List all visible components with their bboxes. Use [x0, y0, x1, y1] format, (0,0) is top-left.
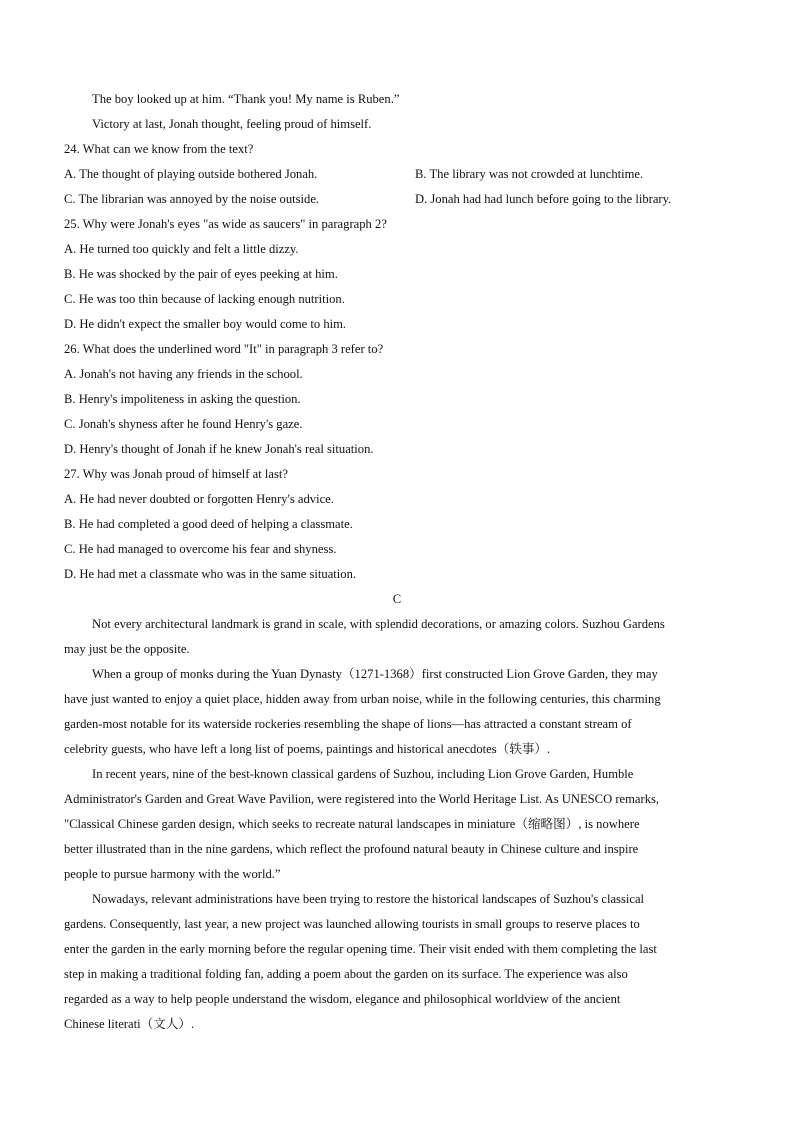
paragraph-line: Not every architectural landmark is grand in scale, with splendid decorations, or amazing colors. Suzhou Gardens	[92, 617, 665, 631]
paragraph-line: celebrity guests, who have left a long list of poems, paintings and historical anecdotes（轶事）.	[64, 742, 551, 756]
paragraph-line: may just be the opposite.	[64, 642, 190, 656]
paragraph-line: Administrator's Garden and Great Wave Pavilion, were registered into the World Heritage List. As UNESCO remarks,	[64, 792, 660, 806]
question-24-option-a: A. The thought of playing outside bothered Jonah.	[64, 167, 318, 181]
paragraph-line: Chinese literati（文人）.	[64, 1017, 195, 1031]
paragraph-line: regarded as a way to help people understand the wisdom, elegance and philosophical worldview of the ancient	[64, 992, 621, 1006]
question-27-option-c: C. He had managed to overcome his fear and shyness.	[64, 542, 337, 556]
paragraph-line: better illustrated than in the nine gardens, which reflect the profound natural beauty in Chinese culture and inspire	[64, 842, 639, 856]
question-25-stem: 25. Why were Jonah's eyes "as wide as saucers" in paragraph 2?	[64, 217, 387, 231]
paragraph-line: have just wanted to enjoy a quiet place, hidden away from urban noise, while in the following centuries, this charming	[64, 692, 661, 706]
paragraph-line: Nowadays, relevant administrations have been trying to restore the historical landscapes of Suzhou's classical	[92, 892, 645, 906]
question-27-option-b: B. He had completed a good deed of helping a classmate.	[64, 517, 353, 531]
paragraph-line: people to pursue harmony with the world.”	[64, 867, 281, 881]
paragraph-line: In recent years, nine of the best-known classical gardens of Suzhou, including Lion Grove Garden, Humble	[92, 767, 634, 781]
paragraph-line: gardens. Consequently, last year, a new project was launched allowing tourists in small groups to reserve places to	[64, 917, 640, 931]
question-26-option-b: B. Henry's impoliteness in asking the question.	[64, 392, 301, 406]
question-24-option-d: D. Jonah had had lunch before going to the library.	[415, 192, 672, 206]
paragraph-line: "Classical Chinese garden design, which seeks to recreate natural landscapes in miniature（缩略图）, is nowhere	[64, 817, 640, 831]
question-25-option-c: C. He was too thin because of lacking enough nutrition.	[64, 292, 345, 306]
question-25-option-d: D. He didn't expect the smaller boy would come to him.	[64, 317, 347, 331]
question-26-stem: 26. What does the underlined word "It" in paragraph 3 refer to?	[64, 342, 384, 356]
question-24-stem: 24. What can we know from the text?	[64, 142, 254, 156]
paragraph-line: step in making a traditional folding fan, adding a poem about the garden on its surface. The experience was also	[64, 967, 628, 981]
paragraph-line: enter the garden in the early morning before the regular opening time. Their visit ended with them completing the last	[64, 942, 657, 956]
question-24-option-c: C. The librarian was annoyed by the noise outside.	[64, 192, 320, 206]
question-26-option-c: C. Jonah's shyness after he found Henry's gaze.	[64, 417, 303, 431]
section-heading: C	[392, 592, 402, 606]
passage-line: The boy looked up at him. “Thank you! My name is Ruben.”	[92, 92, 400, 106]
question-26-option-d: D. Henry's thought of Jonah if he knew Jonah's real situation.	[64, 442, 374, 456]
paragraph-line: When a group of monks during the Yuan Dynasty（1271-1368）first constructed Lion Grove Garden, they may	[92, 667, 658, 681]
paragraph-line: garden-most notable for its waterside rockeries resembling the shape of lions—has attracted a constant stream of	[64, 717, 632, 731]
question-27-stem: 27. Why was Jonah proud of himself at last?	[64, 467, 288, 481]
question-25-option-a: A. He turned too quickly and felt a little dizzy.	[64, 242, 299, 256]
question-27-option-d: D. He had met a classmate who was in the same situation.	[64, 567, 357, 581]
question-25-option-b: B. He was shocked by the pair of eyes peeking at him.	[64, 267, 338, 281]
question-26-option-a: A. Jonah's not having any friends in the school.	[64, 367, 303, 381]
question-27-option-a: A. He had never doubted or forgotten Henry's advice.	[64, 492, 334, 506]
passage-line: Victory at last, Jonah thought, feeling proud of himself.	[92, 117, 372, 131]
question-24-option-b: B. The library was not crowded at lunchtime.	[415, 167, 644, 181]
